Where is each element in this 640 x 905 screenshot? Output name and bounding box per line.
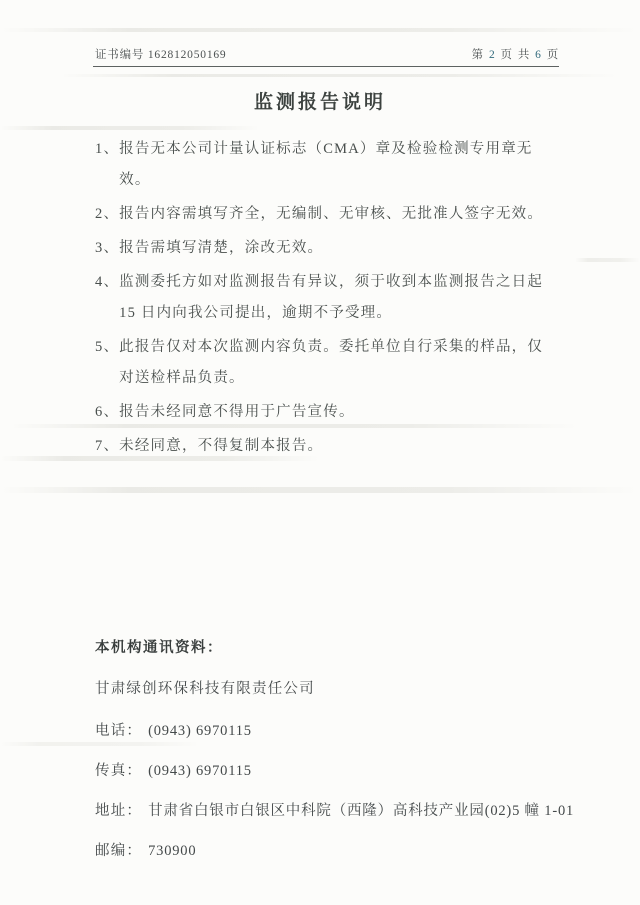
scan-streak [0,126,260,130]
note-text: 报告需填写清楚，涂改无效。 [119,240,324,256]
note-number: 6、 [95,404,120,420]
company-name: 甘肃绿创环保科技有限责任公司 [95,681,315,697]
zipcode-label: 邮编： [95,843,143,859]
page-indicator [467,46,559,62]
zipcode-value: 730900 [148,843,197,859]
note-number: 4、 [95,274,120,290]
note-number: 5、 [95,339,120,355]
address-label: 地址： [95,803,143,819]
header-rule [93,66,559,67]
scan-streak [0,28,640,32]
note-item-4 [95,267,553,329]
contact-row-zipcode [95,839,595,860]
page-current: 2 [488,49,496,61]
page-indicator-text: 页 [546,49,559,61]
note-item-1 [95,134,553,196]
page-title: 监测报告说明 [253,92,386,113]
contact-row-fax [95,759,595,780]
contact-row-phone [95,719,595,740]
note-item-2 [95,199,553,230]
note-number: 3、 [95,240,120,256]
note-text: 报告未经同意不得用于广告宣传。 [119,404,355,420]
contact-heading: 本机构通讯资料： [95,640,223,656]
scan-streak [0,487,640,493]
certificate-number: 证书编号 162812050169 [95,49,227,61]
page-total: 6 [535,49,542,61]
note-text: 未经同意，不得复制本报告。 [119,438,324,454]
fax-label: 传真： [95,763,143,779]
note-item-7 [95,431,553,462]
note-number: 2、 [95,206,120,222]
note-item-3 [95,233,553,264]
note-number: 7、 [95,438,120,454]
page-indicator-text: 第 [471,49,484,61]
note-text: 报告无本公司计量认证标志（CMA）章及检验检测专用章无效。 [119,141,533,188]
notes-list [95,134,553,465]
scan-streak [575,258,640,262]
contact-section [95,636,595,879]
page-indicator-text: 共 [517,49,531,61]
address-value: 甘肃省白银市白银区中科院（西隆）高科技产业园(02)5 幢 1-01 [148,803,575,819]
note-text: 报告内容需填写齐全，无编制、无审核、无批准人签字无效。 [119,206,544,222]
page-indicator-text: 页 [500,49,513,61]
note-text: 此报告仅对本次监测内容负责。委托单位自行采集的样品，仅对送检样品负责。 [119,339,544,386]
fax-value: (0943) 6970115 [148,763,252,779]
note-text: 监测委托方如对监测报告有异议，须于收到本监测报告之日起 15 日内向我公司提出，逾期不予受理。 [119,274,544,321]
note-item-5 [95,332,553,394]
contact-row-address [95,799,595,820]
phone-label: 电话： [95,723,143,739]
note-number: 1、 [95,141,120,157]
note-item-6 [95,397,553,428]
phone-value: (0943) 6970115 [148,723,252,739]
page-header [95,46,559,62]
scan-streak [60,74,620,77]
